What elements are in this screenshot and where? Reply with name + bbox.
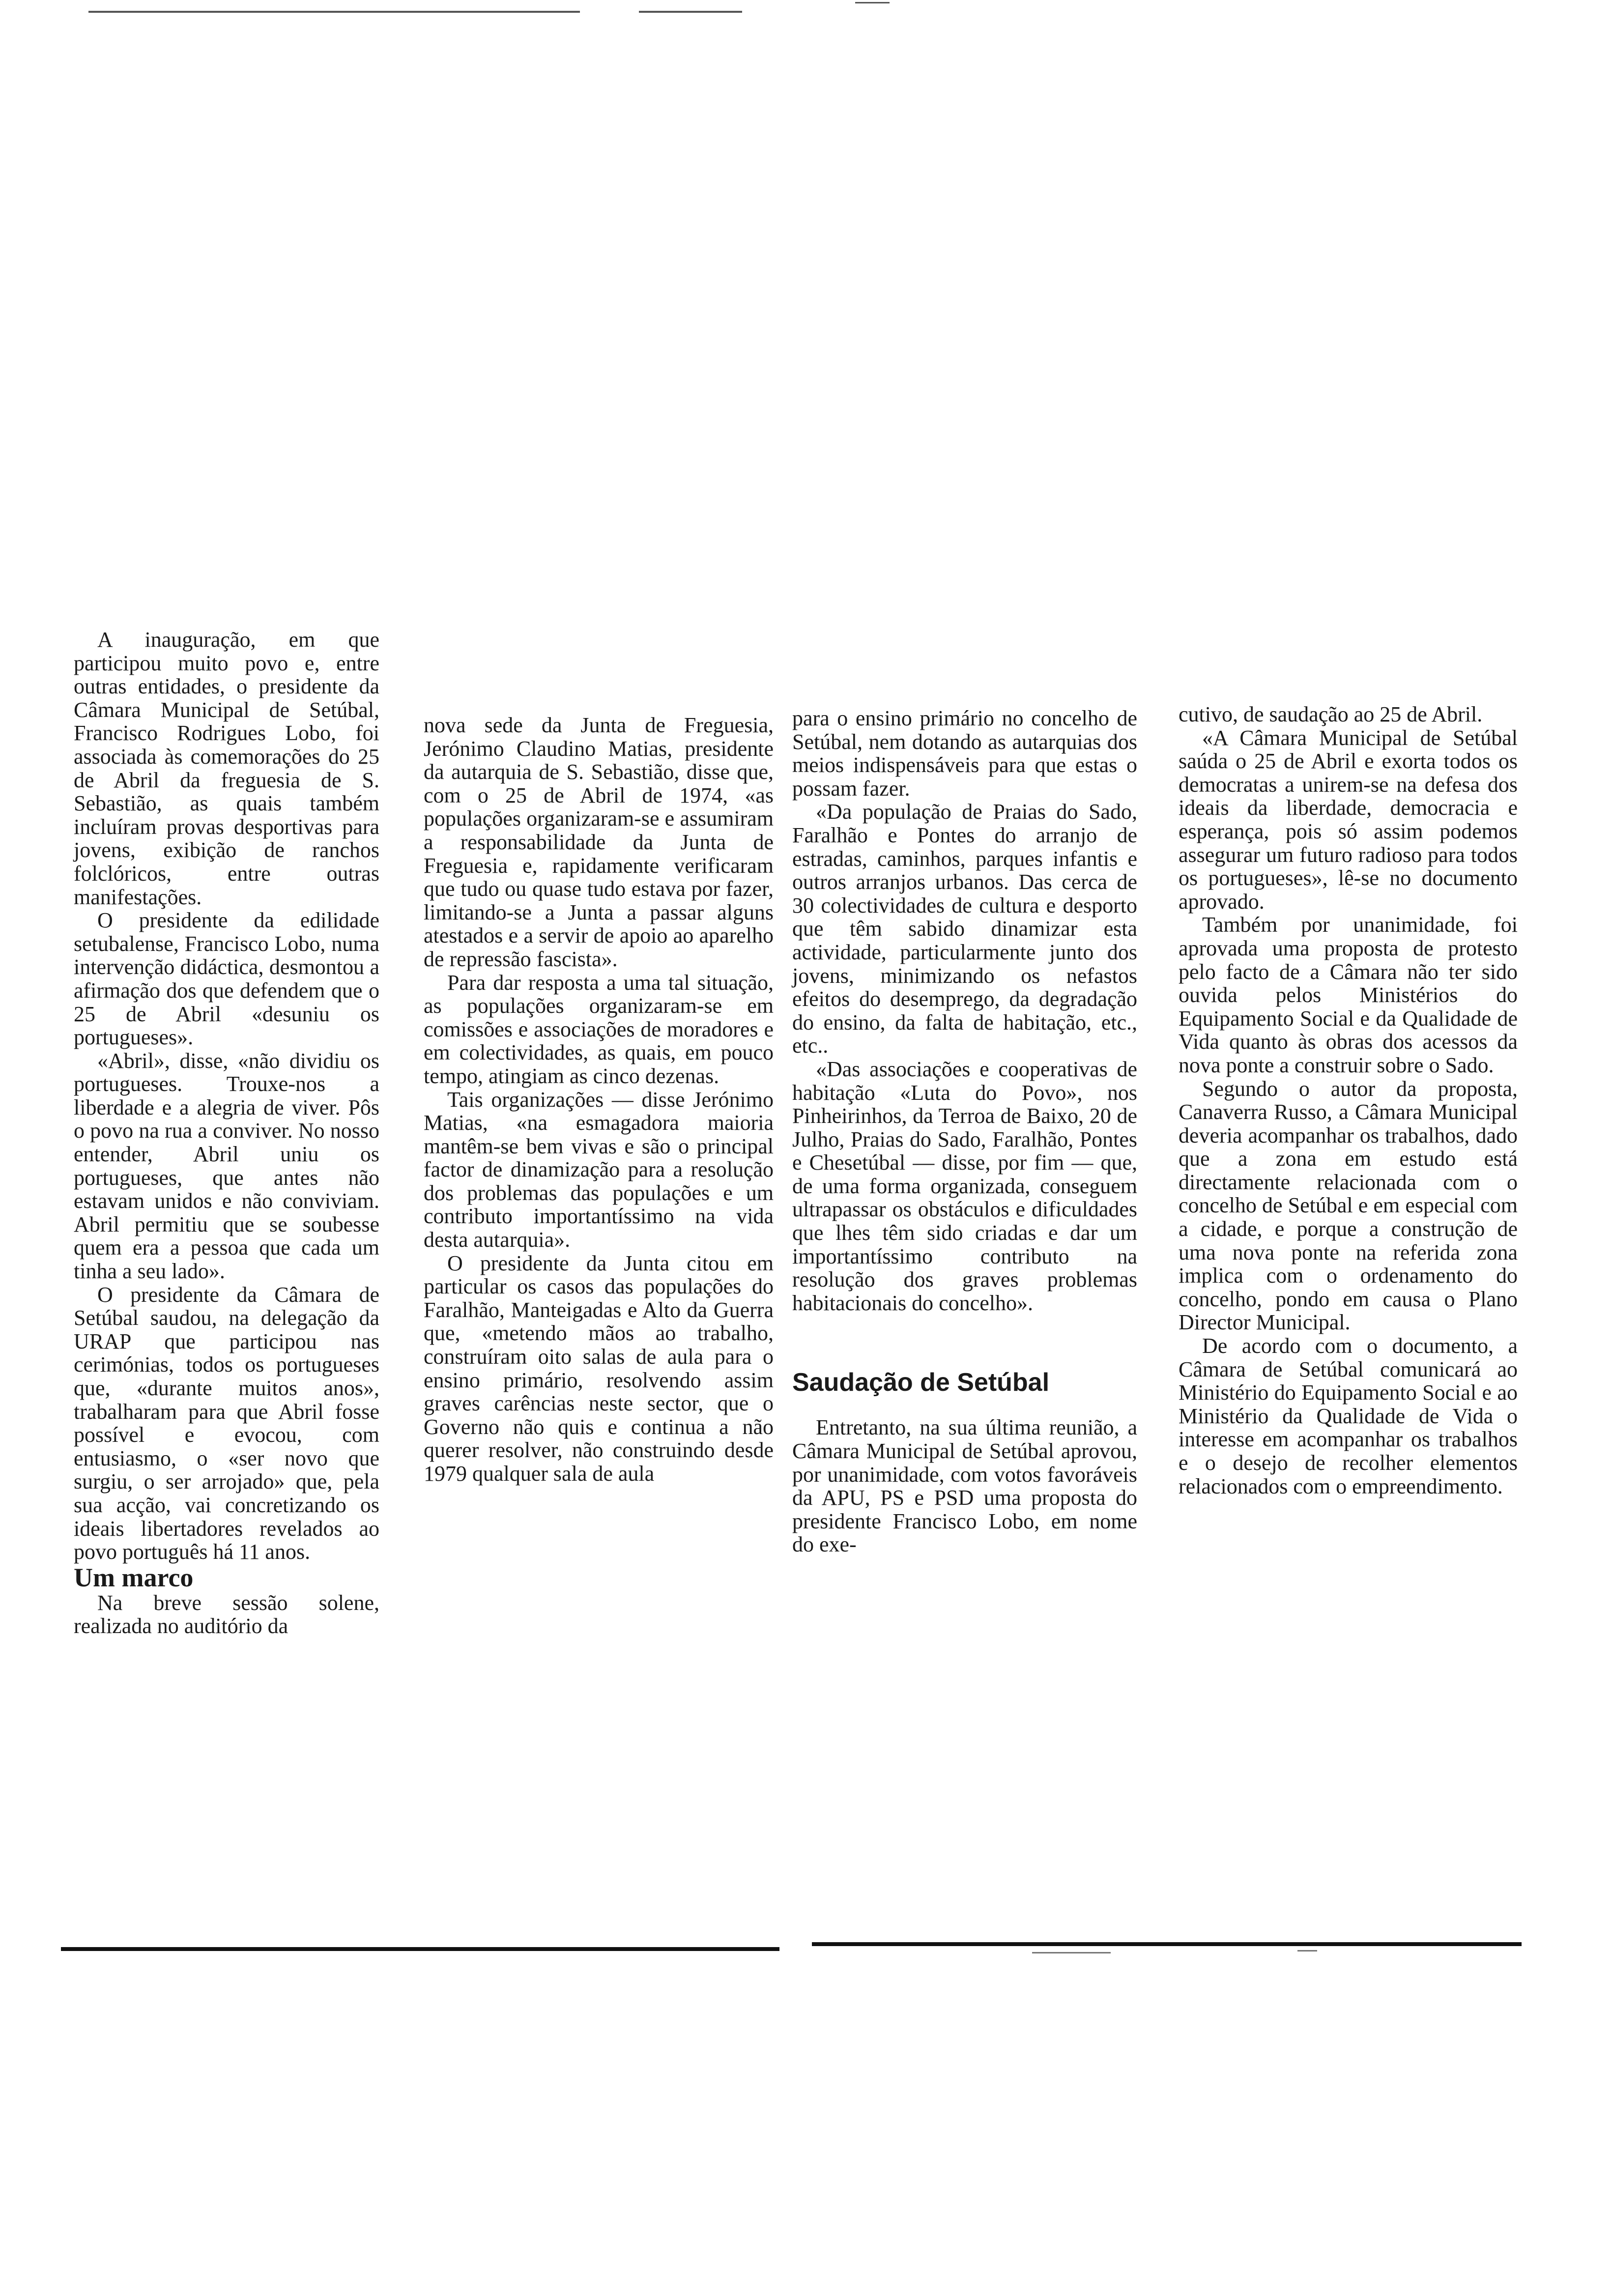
scan-speck — [1297, 1950, 1317, 1952]
paragraph: para o ensino primário no concelho de Setúbal, nem dotando as autarquias dos meios indispensáveis para que estas o possam fazer. — [792, 706, 1137, 801]
paragraph: A inauguração, em que participou muito povo e, entre outras entidades, o presidente da Câmara Municipal de Setúbal, Francisco Rodrigues Lobo, foi associada às comemorações do 25 de Abril da freguesia de S. Sebastião, as quais também incluíram provas desportivas para jovens, exibição de ranchos folclóricos, entre outras manifestações. — [74, 628, 379, 909]
paragraph: «Da população de Praias do Sado, Faralhão e Pontes do arranjo de estradas, caminhos, parques infantis e outros arranjos urbanos. Das cerca de 30 colectividades de cultura e desporto que têm sabido dinamizar esta actividade, particularmente junto dos jovens, minimizando os nefastos efeitos do desemprego, da degradação do ensino, da falta de habitação, etc., etc.. — [792, 800, 1137, 1058]
paragraph: O presidente da Câmara de Setúbal saudou, na delegação da URAP que participou nas cerimónias, todos os portugueses que, «durante muitos anos», trabalharam para que Abril fosse possível e evocou, com entusiasmo, o «ser novo que surgiu, o ser arrojado» que, pela sua acção, vai concretizando os ideais libertadores revelados ao povo português há 11 anos. — [74, 1282, 379, 1564]
paragraph: «Das associações e cooperativas de habitação «Luta do Povo», nos Pinheirinhos, da Terroa de Baixo, 20 de Julho, Praias do Sado, Faralhão, Pontes e Chesetúbal — disse, por fim — que, de uma forma organizada, conseguem ultrapassar os obstáculos e dificuldades que lhes têm sido criadas e dar um importantíssimo contributo na resolução dos graves problemas habitacionais do concelho». — [792, 1057, 1137, 1315]
paragraph: nova sede da Junta de Freguesia, Jerónimo Claudino Matias, presidente da autarquia de S. Sebastião, disse que, com o 25 de Abril de 1974, «as populações organizaram-se e assumiram a responsabilidade da Junta de Freguesia e, rapidamente verificaram que tudo ou quase tudo estava por fazer, limitando-se a Junta a passar alguns atestados e a servir de apoio ao aparelho de repressão fascista». — [424, 713, 774, 971]
paragraph: O presidente da edilidade setubalense, Francisco Lobo, numa intervenção didáctica, desmontou a afirmação dos que defendem que o 25 de Abril «desuniu os portugueses». — [74, 908, 379, 1050]
paragraph: Para dar resposta a uma tal situação, as populações organizaram-se em comissões e associações de moradores e em colectividades, as quais, em pouco tempo, atingiam as cinco dezenas. — [424, 970, 774, 1088]
column-1 — [74, 628, 379, 1638]
top-rule-tick — [855, 2, 890, 3]
paragraph: De acordo com o documento, a Câmara de Setúbal comunicará ao Ministério do Equipamento Social e ao Ministério da Qualidade de Vida o interesse em acompanhar os trabalhos e o desejo de recolher elementos relacionados com o empreendimento. — [1179, 1334, 1518, 1498]
column-4 — [1179, 703, 1518, 1498]
column-3 — [792, 707, 1137, 1556]
top-rule-left — [88, 11, 580, 13]
paragraph: «Abril», disse, «não dividiu os portugueses. Trouxe-nos a liberdade e a alegria de viver. Pôs o povo na rua a conviver. No nosso entender, Abril uniu os portugueses, que antes não estavam unidos e não conviviam. Abril permitiu que se soubesse quem era a pessoa que cada um tinha a seu lado». — [74, 1048, 379, 1284]
paragraph: Segundo o autor da proposta, Canaverra Russo, a Câmara Municipal deveria acompanhar os trabalhos, dado que a zona em estudo está directamente relacionada com o concelho de Setúbal e em especial com a cidade, e porque a construção de uma nova ponte na referida zona implica com o ordenamento do concelho, pondo em causa o Plano Director Municipal. — [1179, 1076, 1518, 1335]
section-heading-saudacao: Saudação de Setúbal — [792, 1368, 1050, 1397]
paragraph: «A Câmara Municipal de Setúbal saúda o 25 de Abril e exorta todos os democratas a unirem-se na defesa dos ideais da liberdade, democracia e esperança, pois só assim podemos assegurar um futuro radioso para todos os portugueses», lê-se no documento aprovado. — [1179, 725, 1518, 914]
paragraph: Na breve sessão solene, realizada no auditório da — [74, 1590, 379, 1638]
paragraph: Tais organizações — disse Jerónimo Matias, «na esmagadora maioria mantêm-se bem vivas e são o principal factor de dinamização para a resolução dos problemas das populações e um contributo importantíssimo na vida desta autarquia». — [424, 1087, 774, 1252]
paragraph: Entretanto, na sua última reunião, a Câmara Municipal de Setúbal aprovou, por unanimidade, com votos favoráveis da APU, PS e PSD uma proposta do presidente Francisco Lobo, em nome do exe- — [792, 1415, 1137, 1557]
paragraph: Também por unanimidade, foi aprovada uma proposta de protesto pelo facto de a Câmara não ter sido ouvida pelos Ministérios do Equipamento Social e da Qualidade de Vida quanto às obras dos acessos da nova ponte a construir sobre o Sado. — [1179, 913, 1518, 1077]
bottom-rule-left — [61, 1947, 779, 1951]
section-heading-um-marco: Um marco — [74, 1562, 194, 1592]
bottom-rule-right — [812, 1942, 1522, 1946]
scan-speck — [1032, 1952, 1111, 1953]
column-2 — [424, 714, 774, 1486]
top-rule-right — [639, 11, 742, 13]
paragraph: O presidente da Junta citou em particular os casos das populações do Faralhão, Manteigadas e Alto da Guerra que, «metendo mãos ao trabalho, construíram oito salas de aula para o ensino primário, resolvendo assim graves carências neste sector, que o Governo não quis e continua a não querer resolver, não construindo desde 1979 qualquer sala de aula — [424, 1251, 774, 1486]
paragraph: cutivo, de saudação ao 25 de Abril. — [1179, 702, 1483, 726]
